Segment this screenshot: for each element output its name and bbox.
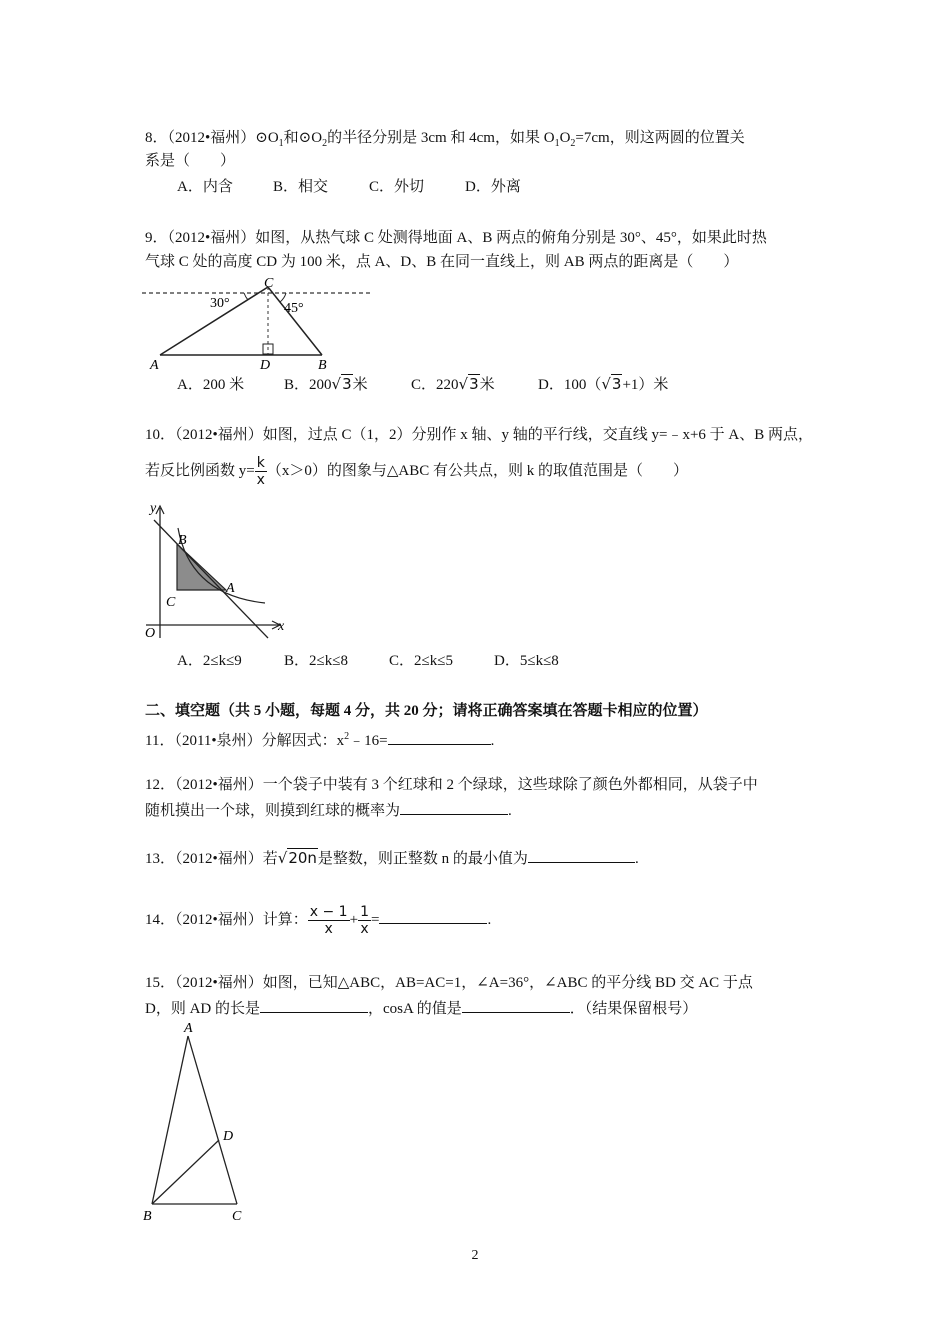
q9-option-a: A．200 米 <box>177 377 245 393</box>
q8-option-b: B．相交 <box>273 179 329 195</box>
q9-option-d: D．100（√3+1）米 <box>538 375 669 393</box>
label-45-deg: 45° <box>284 301 304 316</box>
q15-line2: D，则 AD 的长是 ，cosA 的值是 ．（结果保留根号） <box>145 998 697 1019</box>
q8-option-a: A．内含 <box>177 179 233 195</box>
q10-option-d: D．5≤k≤8 <box>494 653 559 669</box>
label-b: B <box>143 1209 152 1224</box>
label-30-deg: 30° <box>210 296 230 311</box>
segment-cb <box>268 287 322 355</box>
page-number: 2 <box>471 1248 479 1263</box>
line-y-neg-x-plus-6 <box>154 520 268 638</box>
fraction-k-over-x: $\frac{k}{x}$ <box>256 455 265 489</box>
label-c: C <box>232 1209 242 1224</box>
q10-option-b: B．2≤k≤8 <box>284 653 348 669</box>
q8-option-c: C．外切 <box>369 179 425 195</box>
q9-line1: 9．（2012•福州）如图，从热气球 C 处测得地面 A、B 两点的俯角分别是 30°、45°，如果此时热 <box>145 230 767 246</box>
q13: 13．（2012•福州）若√20n是整数，则正整数 n 的最小值为 . <box>145 849 639 867</box>
q8-option-d: D．外离 <box>465 179 521 195</box>
section-2-title: 二、填空题（共 5 小题，每题 4 分，共 20 分；请将正确答案填在答题卡相应的位置） <box>145 703 708 719</box>
q10-option-a: A．2≤k≤9 <box>177 653 242 669</box>
label-a: A <box>184 1021 193 1036</box>
q10-options <box>177 651 559 671</box>
q10-line2: 若反比例函数 y= $\frac{k}{x}$ （x＞0）的图象与△ABC 有公共点，则 k 的取值范围是（ ） <box>145 455 688 489</box>
label-c: C <box>166 595 176 610</box>
q10-line1: 10．（2012•福州）如图，过点 C（1，2）分别作 x 轴、y 轴的平行线，交直线 y=﹣x+6 于 A、B 两点， <box>145 427 814 443</box>
q8-options <box>177 177 521 197</box>
q15-figure <box>138 1018 258 1226</box>
label-d: D <box>223 1129 234 1144</box>
fraction-x-minus-1-over-x: $\frac{x - 1}{x}$ <box>309 904 348 938</box>
q9-line2: 气球 C 处的高度 CD 为 100 米，点 A、D、B 在同一直线上，则 AB 两点的距离是（ ） <box>145 254 739 270</box>
label-d: D <box>260 358 271 373</box>
label-x: x <box>278 619 285 634</box>
q10-figure <box>140 500 290 645</box>
label-b: B <box>318 358 327 373</box>
q15-line1: 15．（2012•福州）如图，已知△ABC，AB=AC=1，∠A=36°，∠ABC 的平分线 BD 交 AC 于点 <box>145 975 753 991</box>
q9-option-c: C．220√3米 <box>411 375 495 393</box>
q12-line2: 随机摸出一个球，则摸到红球的概率为 . <box>145 800 512 821</box>
q8-source: 8．（2012•福州） <box>145 130 256 146</box>
label-o: O <box>145 626 156 641</box>
q12-line1: 12．（2012•福州）一个袋子中装有 3 个红球和 2 个绿球，这些球除了颜色外都相同，从袋子中 <box>145 777 758 793</box>
q15-answer-blank-cosa[interactable] <box>462 998 570 1013</box>
q14: 14．（2012•福州）计算： $\frac{x - 1}{x}$ + $\frac{1}{x}$ = . <box>145 904 492 938</box>
q13-answer-blank[interactable] <box>528 848 635 863</box>
segment-ac <box>188 1036 237 1204</box>
angle-arc-30 <box>244 293 248 300</box>
label-a: A <box>226 581 235 596</box>
q8-line1: 8．（2012•福州）$⊙O_1$和$⊙O_2$的半径分别是 3cm 和 4cm，如果 $O_1O_2=7cm$，则这两圆的位置关 <box>145 130 745 149</box>
q12-answer-blank[interactable] <box>400 800 508 815</box>
q9-option-b: B．200√3米 <box>284 375 368 393</box>
q10-option-c: C．2≤k≤5 <box>389 653 453 669</box>
label-b: B <box>178 533 187 548</box>
label-a: A <box>150 358 159 373</box>
label-c: C <box>264 276 274 291</box>
sqrt-20n: √20n <box>277 849 317 867</box>
q15-answer-blank-ad[interactable] <box>260 998 368 1013</box>
q8-line2: 系是（ ） <box>145 153 236 169</box>
q9-options <box>177 374 668 395</box>
label-y: y <box>150 501 157 516</box>
q11-answer-blank[interactable] <box>388 730 491 745</box>
q11: 11．（2011•泉州）分解因式：$x^2﹣16=$ . <box>145 731 495 749</box>
segment-bd <box>152 1140 219 1204</box>
segment-ab <box>152 1036 188 1204</box>
q14-answer-blank[interactable] <box>379 909 487 924</box>
q9-figure <box>140 275 380 373</box>
fraction-1-over-x: $\frac{1}{x}$ <box>360 904 369 938</box>
